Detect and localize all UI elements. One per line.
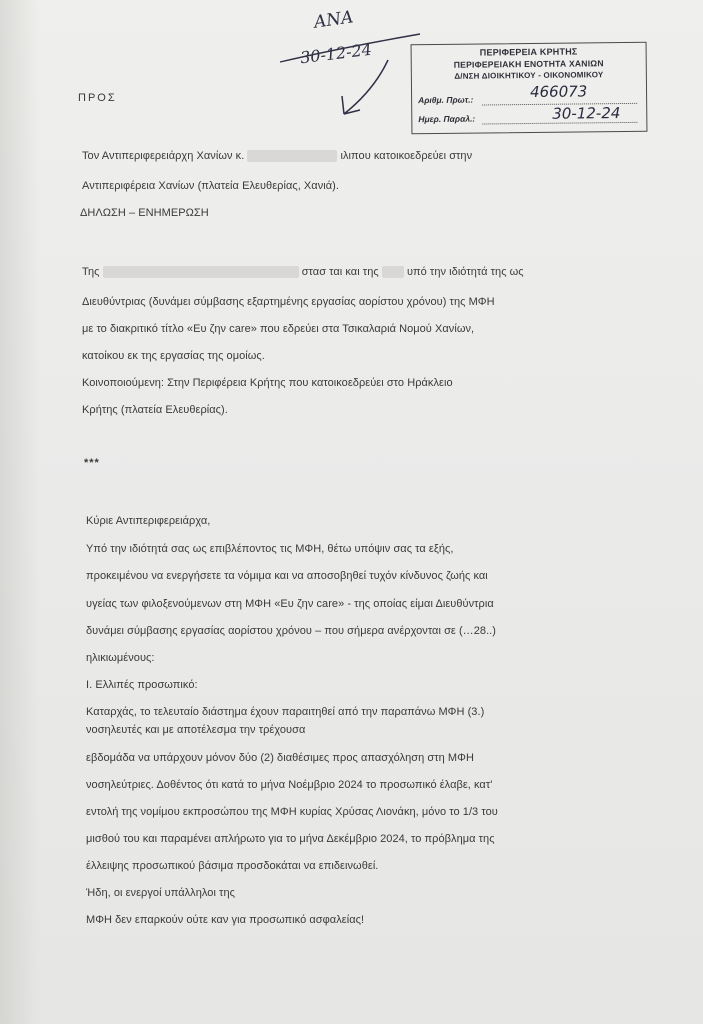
salutation: Κύριε Αντιπεριφερειάρχα, xyxy=(86,515,211,527)
paragraph-2-line: ΜΦΗ δεν επαρκούν ούτε καν για προσωπικό ασφαλείας! xyxy=(86,914,365,926)
addressee-line-2: Αντιπεριφέρεια Χανίων (πλατεία Ελευθερίας, Χανιά). xyxy=(82,180,339,192)
sender-line-1: Της στασ ται και της υπό την ιδιότητά της ως xyxy=(82,266,524,278)
heading-pros: ΠΡΟΣ xyxy=(78,92,117,104)
paragraph-1-line: υγείας των φιλοξενούμενων στη ΜΦΗ «Ευ ζην care» - της οποίας είμαι Διευθύντρια xyxy=(86,598,494,610)
registration-stamp xyxy=(411,42,648,134)
paragraph-2-line: έλλειψης προσωπικού βάσιμα προσδοκάται να επιδεινωθεί. xyxy=(86,860,379,872)
stamp-protocol-value: 466073 xyxy=(529,82,588,101)
document-type: ΔΗΛΩΣΗ – ΕΝΗΜΕΡΩΣΗ xyxy=(80,207,209,219)
paragraph-2-line: νοσηλεύτριες. Δοθέντος ότι κατά το μήνα Νοέμβριο 2024 το προσωπικό έλαβε, κατ' xyxy=(86,779,493,791)
paragraph-1-line: προκειμένου να ενεργήσετε τα νόμιμα και να αποσοβηθεί τυχόν κίνδυνος ζωής και xyxy=(86,570,488,582)
paragraph-2-line: νοσηλευτές και με αποτέλεσμα την τρέχουσα xyxy=(86,724,306,736)
paragraph-1-line: δυνάμει σύμβασης εργασίας αορίστου χρόνου – που σήμερα ανέρχονται σε (…28..) xyxy=(86,625,496,637)
sender-line-2: Διευθύντριας (δυνάμει σύμβασης εξαρτημένης εργασίας αορίστου χρόνου) της ΜΦΗ xyxy=(82,296,495,308)
paragraph-2-line: εντολή της νομίμου εκπροσώπου της ΜΦΗ κυρίας Χρύσας Λιονάκη, μόνο το 1/3 του xyxy=(86,806,498,818)
paragraph-2-line: εβδομάδα να υπάρχουν μόνον δύο (2) διαθέσιμες προς απασχόληση στη ΜΦΗ xyxy=(86,752,474,764)
redacted-sender-father xyxy=(382,266,404,278)
cc-line-2: Κρήτης (πλατεία Ελευθερίας). xyxy=(82,404,228,416)
redacted-sender-name xyxy=(103,266,299,278)
cc-line-1: Κοινοποιούμενη: Στην Περιφέρεια Κρήτης που κατοικοεδρεύει στο Ηράκλειο xyxy=(82,377,453,389)
paragraph-2-line: μισθού του και παραμένει απλήρωτο για το μήνα Δεκέμβριο 2024, το πρόβλημα της xyxy=(86,833,495,845)
paragraph-2-line: Ήδη, οι ενεργοί υπάλληλοι της xyxy=(86,887,235,899)
sender-line-4: κατοίκου εκ της εργασίας της ομοίως. xyxy=(82,350,265,362)
addressee-line-1: Τον Αντιπεριφερειάρχη Χανίων κ. ιλιπου κατοικοεδρεύει στην xyxy=(82,150,473,162)
stamp-date-label: Ημερ. Παραλ.: xyxy=(418,113,476,125)
section-heading: Ι. Ελλιπές προσωπικό: xyxy=(86,679,198,691)
stamp-line-3: Δ/ΝΣΗ ΔΙΟΙΚΗΤΙΚΟΥ - ΟΙΚΟΝΟΜΙΚΟΥ xyxy=(454,70,604,81)
stamp-date-value: 30-12-24 xyxy=(552,104,621,123)
redacted-name xyxy=(247,150,337,162)
handwritten-initial: ΑΝΑ xyxy=(312,7,355,33)
handwritten-strokes xyxy=(270,0,430,130)
paragraph-2-line: Καταρχάς, το τελευταίο διάστημα έχουν παραιτηθεί από την παραπάνω ΜΦΗ (3.) xyxy=(86,706,485,718)
paragraph-1-line: Υπό την ιδιότητά σας ως επιβλέποντος τις ΜΦΗ, θέτω υπόψιν σας τα εξής, xyxy=(86,543,454,555)
stamp-line-2: ΠΕΡΙΦΕΡΕΙΑΚΗ ΕΝΟΤΗΤΑ ΧΑΝΙΩΝ xyxy=(453,58,604,70)
handwritten-date: 30-12-24 xyxy=(299,39,373,68)
stamp-line-1: ΠΕΡΙΦΕΡΕΙΑ ΚΡΗΤΗΣ xyxy=(479,46,578,58)
separator: *** xyxy=(84,457,100,469)
sender-line-3: με το διακριτικό τίτλο «Ευ ζην care» που εδρεύει στα Τσικαλαριά Νομού Χανίων, xyxy=(82,323,475,335)
stamp-protocol-label: Αριθμ. Πρωτ.: xyxy=(418,94,474,106)
paragraph-1-line: ηλικιωμένους: xyxy=(86,652,155,664)
